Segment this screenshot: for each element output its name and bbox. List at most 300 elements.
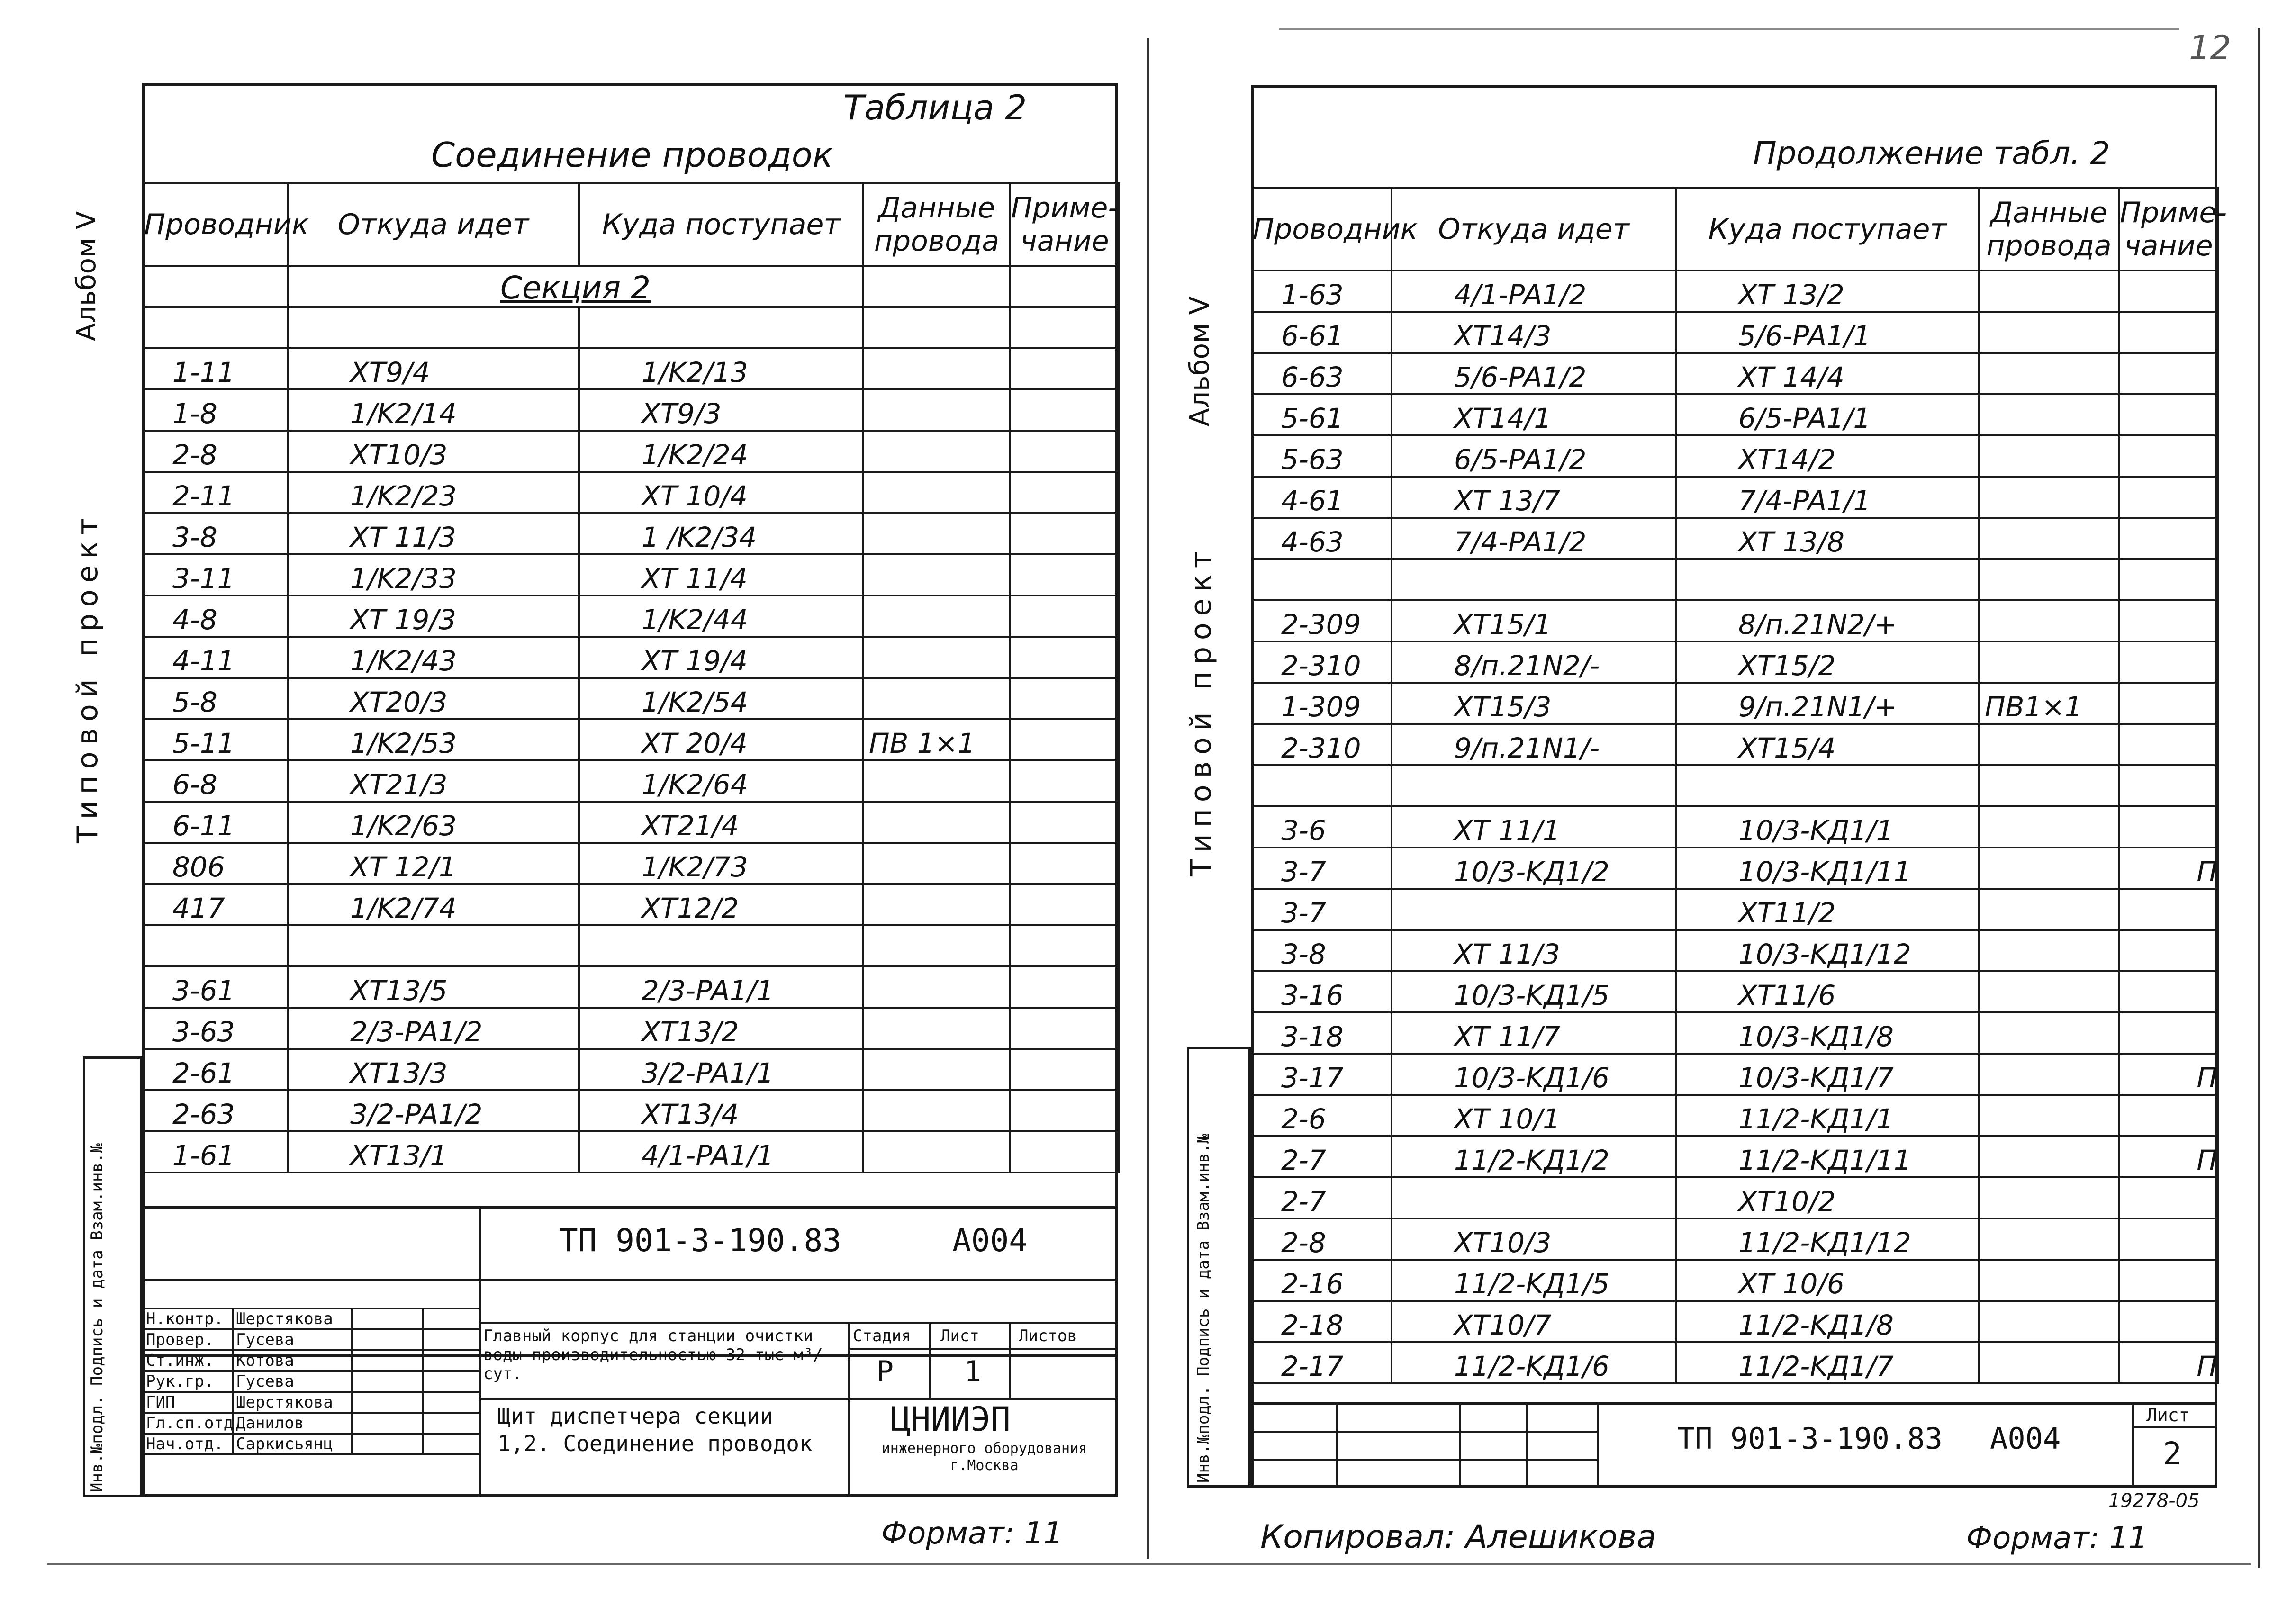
cell-conductor: 3-6 xyxy=(1252,806,1392,848)
right-tb-sheet-label: Лист xyxy=(2146,1405,2190,1426)
cell-to: 3/2-PA1/1 xyxy=(579,1049,863,1090)
table-row xyxy=(143,1090,1119,1131)
table-row xyxy=(1252,724,2218,765)
signature-row xyxy=(143,1350,479,1371)
cell-note xyxy=(1010,1131,1119,1173)
cell-to: 7/4-PA1/1 xyxy=(1676,477,1979,518)
cell-note: П xyxy=(2119,1054,2218,1095)
cell-from: XT 11/1 xyxy=(1392,806,1676,848)
cell-to: XT 13/8 xyxy=(1676,518,1979,559)
cell-wire-data xyxy=(863,472,1010,513)
header-from: Откуда идет xyxy=(288,183,579,266)
left-header-row xyxy=(143,183,1119,266)
cell-note xyxy=(1010,884,1119,925)
cell-conductor xyxy=(1252,765,1392,806)
cell-wire-data xyxy=(1979,1218,2119,1260)
cell-conductor: 2-7 xyxy=(1252,1136,1392,1177)
signature-date xyxy=(423,1413,479,1434)
cell-from: XT14/1 xyxy=(1392,394,1676,435)
table-row xyxy=(143,1049,1119,1090)
table-row xyxy=(143,719,1119,760)
bottom-edge-line xyxy=(47,1563,2251,1565)
cell-from: 5/6-PA1/2 xyxy=(1392,353,1676,394)
cell-note xyxy=(1010,925,1119,966)
cell-from: 11/2-KД1/2 xyxy=(1392,1136,1676,1177)
table-row xyxy=(143,1131,1119,1173)
cell-from: 2/3-PA1/2 xyxy=(288,1008,579,1049)
cell-to: 1/K2/44 xyxy=(579,595,863,637)
cell-wire-data xyxy=(1979,765,2119,806)
left-connections-table xyxy=(142,182,1120,1173)
left-tb-sheet-label: Лист xyxy=(940,1326,979,1345)
left-tb-stage-vline xyxy=(929,1322,931,1398)
cell-wire-data xyxy=(863,637,1010,678)
left-tb-object-title: Главный корпус для станции очистки воды производительностью 32 тыс м³/сут. xyxy=(483,1326,823,1383)
cell-to xyxy=(1676,559,1979,600)
signature-row xyxy=(143,1329,479,1350)
cell-note xyxy=(1010,966,1119,1008)
cell-to: XT21/4 xyxy=(579,802,863,843)
cell-conductor: 2-16 xyxy=(1252,1260,1392,1301)
left-side-album: Альбом V xyxy=(71,211,102,341)
cell-conductor: 3-7 xyxy=(1252,848,1392,889)
cell-to: XT13/4 xyxy=(579,1090,863,1131)
signature-role: ГИП xyxy=(143,1392,233,1413)
cell-wire-data xyxy=(863,966,1010,1008)
table-row xyxy=(143,513,1119,554)
cell-conductor: 806 xyxy=(143,843,288,884)
left-tb-org-sub: инженерного оборудования г.Москва xyxy=(881,1440,1087,1474)
cell-wire-data xyxy=(1979,930,2119,971)
cell-wire-data xyxy=(1979,889,2119,930)
cell-wire-data xyxy=(863,431,1010,472)
header-wire-data: Данные провода xyxy=(863,183,1010,266)
cell-wire-data xyxy=(1979,518,2119,559)
cell-from: 8/п.21N2/- xyxy=(1392,641,1676,683)
cell-conductor: 3-7 xyxy=(1252,889,1392,930)
section-row xyxy=(143,266,1119,307)
cell-conductor: 2-17 xyxy=(1252,1342,1392,1383)
cell-to: XT15/4 xyxy=(1676,724,1979,765)
cell-note xyxy=(1010,348,1119,389)
cell-conductor: 4-11 xyxy=(143,637,288,678)
cell-wire-data xyxy=(863,1131,1010,1173)
table-row xyxy=(143,843,1119,884)
right-stamp-strip-text: Инв.№подл. Подпись и дата Взам.инв.№ xyxy=(1194,1134,1213,1483)
cell-note xyxy=(1010,513,1119,554)
left-side-project: Типовой проект xyxy=(71,512,104,843)
cell-from: XT 11/3 xyxy=(288,513,579,554)
cell-to: XT 13/2 xyxy=(1676,271,1979,312)
left-tb-hline-3 xyxy=(479,1322,1118,1324)
left-tb-org-name: ЦНИИЭП xyxy=(891,1400,1011,1439)
cell-from: 1/K2/74 xyxy=(288,884,579,925)
cell-note xyxy=(2119,271,2218,312)
table-row xyxy=(1252,683,2218,724)
table-row xyxy=(143,472,1119,513)
signature-mark xyxy=(352,1329,423,1350)
cell-to: 1/K2/13 xyxy=(579,348,863,389)
cell-note xyxy=(2119,559,2218,600)
signature-name: Шерстякова xyxy=(233,1392,352,1413)
cell-conductor: 6-11 xyxy=(143,802,288,843)
table-row xyxy=(1252,559,2218,600)
right-tb-vline-b xyxy=(1459,1402,1461,1488)
cell-wire-data xyxy=(1979,1260,2119,1301)
cell-conductor: 3-61 xyxy=(143,966,288,1008)
cell-conductor: 4-61 xyxy=(1252,477,1392,518)
right-tb-code: ТП 901-3-190.83 xyxy=(1677,1421,1943,1456)
table-row xyxy=(143,431,1119,472)
cell-wire-data xyxy=(863,678,1010,719)
cell-from xyxy=(1392,559,1676,600)
table-row xyxy=(143,760,1119,802)
cell-note xyxy=(1010,1090,1119,1131)
cell-wire-data xyxy=(1979,312,2119,353)
cell-from: 10/3-KД1/2 xyxy=(1392,848,1676,889)
right-side-project: Типовой проект xyxy=(1184,545,1218,876)
signature-name: Гусева xyxy=(233,1371,352,1392)
table-row xyxy=(143,554,1119,595)
left-signatures-table xyxy=(142,1308,480,1455)
right-archive-no: 19278-05 xyxy=(2108,1490,2200,1512)
left-tb-sheet-title: Щит диспетчера секции 1,2. Соединение проводок xyxy=(497,1403,813,1456)
cell-conductor: 2-7 xyxy=(1252,1177,1392,1218)
cell-note xyxy=(2119,641,2218,683)
cell-wire-data xyxy=(1979,559,2119,600)
cell-to: XT 14/4 xyxy=(1676,353,1979,394)
signature-row xyxy=(143,1371,479,1392)
cell-note xyxy=(2119,600,2218,641)
cell-to: XT 20/4 xyxy=(579,719,863,760)
table-row xyxy=(1252,971,2218,1012)
cell-wire-data xyxy=(1979,1177,2119,1218)
cell-to: XT9/3 xyxy=(579,389,863,431)
cell-to: 4/1-PA1/1 xyxy=(579,1131,863,1173)
cell-to: XT 10/6 xyxy=(1676,1260,1979,1301)
cell-note xyxy=(2119,683,2218,724)
cell-from xyxy=(1392,765,1676,806)
cell-from: XT21/3 xyxy=(288,760,579,802)
right-header-row xyxy=(1252,188,2218,271)
signature-role: Нач.отд. xyxy=(143,1434,233,1454)
cell-from: 1/K2/63 xyxy=(288,802,579,843)
signature-mark xyxy=(352,1308,423,1329)
left-tb-code: ТП 901-3-190.83 xyxy=(559,1222,842,1259)
cell-wire-data xyxy=(1979,724,2119,765)
cell-to: XT12/2 xyxy=(579,884,863,925)
cell-conductor: 3-8 xyxy=(1252,930,1392,971)
table-row xyxy=(1252,435,2218,477)
cell-to: 11/2-KД1/11 xyxy=(1676,1136,1979,1177)
r-header-wire-data: Данные провода xyxy=(1979,188,2119,271)
table-row xyxy=(1252,848,2218,889)
cell-conductor: 2-11 xyxy=(143,472,288,513)
cell-from: 3/2-PA1/2 xyxy=(288,1090,579,1131)
cell-from: 1/K2/43 xyxy=(288,637,579,678)
cell-from: XT 10/1 xyxy=(1392,1095,1676,1136)
header-note: Приме-чание xyxy=(1010,183,1119,266)
cell-wire-data xyxy=(1979,1054,2119,1095)
cell-wire-data xyxy=(863,1049,1010,1090)
cell-conductor: 1-63 xyxy=(1252,271,1392,312)
signature-role: Провер. xyxy=(143,1329,233,1350)
table-row xyxy=(1252,477,2218,518)
cell-to: XT11/2 xyxy=(1676,889,1979,930)
signature-name: Котова xyxy=(233,1350,352,1371)
cell-note xyxy=(2119,518,2218,559)
header-to: Куда поступает xyxy=(579,183,863,266)
signature-mark xyxy=(352,1413,423,1434)
cell-note xyxy=(2119,477,2218,518)
table-row xyxy=(1252,765,2218,806)
left-tb-sheet: 1 xyxy=(964,1355,982,1388)
table-row xyxy=(1252,312,2218,353)
cell-note: П xyxy=(2119,848,2218,889)
cell-wire-data xyxy=(1979,1342,2119,1383)
cell-to: XT10/2 xyxy=(1676,1177,1979,1218)
cell-conductor: 1-61 xyxy=(143,1131,288,1173)
right-tb-vline-a xyxy=(1336,1402,1338,1488)
cell-wire-data xyxy=(1979,477,2119,518)
right-tb-hline-b xyxy=(1251,1459,1597,1461)
cell-note xyxy=(1010,1049,1119,1090)
signature-mark xyxy=(352,1371,423,1392)
cell-conductor: 3-63 xyxy=(143,1008,288,1049)
cell-wire-data xyxy=(1979,641,2119,683)
cell-note xyxy=(2119,1177,2218,1218)
cell-from: 11/2-KД1/6 xyxy=(1392,1342,1676,1383)
signature-date xyxy=(423,1350,479,1371)
top-edge-line xyxy=(1279,28,2179,30)
cell-from: XT13/1 xyxy=(288,1131,579,1173)
table-row xyxy=(143,307,1119,348)
table-row xyxy=(1252,353,2218,394)
cell-conductor: 417 xyxy=(143,884,288,925)
cell-to: 10/3-KД1/7 xyxy=(1676,1054,1979,1095)
cell-conductor: 5-63 xyxy=(1252,435,1392,477)
signature-role: Рук.гр. xyxy=(143,1371,233,1392)
cell-from: 1/K2/33 xyxy=(288,554,579,595)
cell-from: XT13/3 xyxy=(288,1049,579,1090)
cell-to: XT 11/4 xyxy=(579,554,863,595)
cell-wire-data xyxy=(863,307,1010,348)
cell-from: 9/п.21N1/- xyxy=(1392,724,1676,765)
cell-conductor: 5-61 xyxy=(1252,394,1392,435)
signature-date xyxy=(423,1308,479,1329)
table-row xyxy=(143,389,1119,431)
left-tb-sheet-vline xyxy=(1009,1322,1011,1398)
cell-to: 1/K2/64 xyxy=(579,760,863,802)
cell-wire-data xyxy=(863,513,1010,554)
cell-from: XT13/5 xyxy=(288,966,579,1008)
cell-to: 1/K2/54 xyxy=(579,678,863,719)
cell-note xyxy=(2119,394,2218,435)
signature-date xyxy=(423,1329,479,1350)
cell-to: 10/3-KД1/1 xyxy=(1676,806,1979,848)
cell-to: 11/2-KД1/7 xyxy=(1676,1342,1979,1383)
cell-wire-data xyxy=(1979,394,2119,435)
cell-from: 1/K2/53 xyxy=(288,719,579,760)
cell-note xyxy=(2119,765,2218,806)
cell-note xyxy=(2119,1218,2218,1260)
cell-conductor xyxy=(143,307,288,348)
signature-row xyxy=(143,1308,479,1329)
cell-wire-data xyxy=(863,884,1010,925)
table-row xyxy=(1252,271,2218,312)
cell-wire-data xyxy=(863,595,1010,637)
cell-from: XT 11/3 xyxy=(1392,930,1676,971)
table-row xyxy=(1252,641,2218,683)
cell-to: XT15/2 xyxy=(1676,641,1979,683)
cell-from xyxy=(288,925,579,966)
cell-conductor: 2-63 xyxy=(143,1090,288,1131)
signature-role: Ст.инж. xyxy=(143,1350,233,1371)
cell-from: XT 19/3 xyxy=(288,595,579,637)
cell-note xyxy=(2119,435,2218,477)
cell-from: 4/1-PA1/2 xyxy=(1392,271,1676,312)
cell-to: 6/5-PA1/1 xyxy=(1676,394,1979,435)
cell-to: 10/3-KД1/8 xyxy=(1676,1012,1979,1054)
signature-date xyxy=(423,1371,479,1392)
table-row xyxy=(143,884,1119,925)
cell-conductor: 6-61 xyxy=(1252,312,1392,353)
cell-from: 1/K2/23 xyxy=(288,472,579,513)
cell-from: XT 12/1 xyxy=(288,843,579,884)
cell-conductor: 2-6 xyxy=(1252,1095,1392,1136)
left-format: Формат: 11 xyxy=(881,1516,1063,1551)
cell-note xyxy=(2119,353,2218,394)
cell-note xyxy=(2119,312,2218,353)
cell-note xyxy=(2119,724,2218,765)
cell-conductor: 3-8 xyxy=(143,513,288,554)
table-row xyxy=(143,1008,1119,1049)
cell-from: XT 11/7 xyxy=(1392,1012,1676,1054)
left-stamp-strip-text: Инв.№подл. Подпись и дата Взам.инв.№ xyxy=(88,1143,107,1492)
cell-to: XT11/6 xyxy=(1676,971,1979,1012)
cell-from: 10/3-KД1/6 xyxy=(1392,1054,1676,1095)
cell-note xyxy=(1010,760,1119,802)
cell-to: XT13/2 xyxy=(579,1008,863,1049)
signature-name: Гусева xyxy=(233,1329,352,1350)
cell-conductor: 2-8 xyxy=(143,431,288,472)
cell-to xyxy=(579,925,863,966)
cell-wire-data: ПВ 1×1 xyxy=(863,719,1010,760)
right-copied-by: Копировал: Алешикова xyxy=(1260,1518,1656,1556)
cell-note xyxy=(1010,307,1119,348)
cell-note xyxy=(2119,930,2218,971)
cell-from: XT10/3 xyxy=(288,431,579,472)
cell-wire-data xyxy=(863,843,1010,884)
cell-conductor: 3-11 xyxy=(143,554,288,595)
table-row xyxy=(1252,1301,2218,1342)
right-tb-hline-c xyxy=(2132,1426,2217,1428)
signature-row xyxy=(143,1413,479,1434)
cell-to: 11/2-KД1/8 xyxy=(1676,1301,1979,1342)
signature-date xyxy=(423,1392,479,1413)
left-tb-stage-label: Стадия xyxy=(853,1326,911,1345)
cell-wire-data xyxy=(863,1008,1010,1049)
left-table-label: Таблица 2 xyxy=(843,88,1027,127)
r-header-conductor: Проводник xyxy=(1252,188,1392,271)
cell-from: XT9/4 xyxy=(288,348,579,389)
cell-conductor: 5-11 xyxy=(143,719,288,760)
table-row xyxy=(1252,1012,2218,1054)
cell-note xyxy=(1010,595,1119,637)
cell-from: 10/3-KД1/5 xyxy=(1392,971,1676,1012)
left-title: Соединение проводок xyxy=(431,135,833,175)
table-row xyxy=(1252,889,2218,930)
signature-mark xyxy=(352,1434,423,1454)
cell-conductor: 1-11 xyxy=(143,348,288,389)
cell-to: 11/2-KД1/12 xyxy=(1676,1218,1979,1260)
cell-wire-data xyxy=(1979,971,2119,1012)
table-row xyxy=(1252,394,2218,435)
signature-mark xyxy=(352,1392,423,1413)
cell-conductor: 2-310 xyxy=(1252,724,1392,765)
cell-note xyxy=(2119,1012,2218,1054)
table-row xyxy=(1252,1054,2218,1095)
cell-note xyxy=(1010,472,1119,513)
r-header-note: Приме-чание xyxy=(2119,188,2218,271)
signature-role: Н.контр. xyxy=(143,1308,233,1329)
left-tb-stage-hline xyxy=(848,1348,1118,1350)
signature-mark xyxy=(352,1350,423,1371)
left-tb-hline xyxy=(142,1279,1118,1281)
cell-note xyxy=(2119,1301,2218,1342)
right-tb-sheet-code: А004 xyxy=(1990,1421,2061,1456)
cell-conductor xyxy=(1252,559,1392,600)
cell-from xyxy=(288,307,579,348)
table-row xyxy=(1252,930,2218,971)
cell-note xyxy=(1010,554,1119,595)
cell-conductor: 2-309 xyxy=(1252,600,1392,641)
cell-wire-data xyxy=(1979,600,2119,641)
cell-wire-data xyxy=(1979,806,2119,848)
right-table-label: Продолжение табл. 2 xyxy=(1753,135,2110,171)
cell-note xyxy=(1010,802,1119,843)
cell-from: 7/4-PA1/2 xyxy=(1392,518,1676,559)
cell-to: 9/п.21N1/+ xyxy=(1676,683,1979,724)
cell-wire-data xyxy=(863,925,1010,966)
section-label: Секция 2 xyxy=(288,266,863,307)
cell-from: XT15/1 xyxy=(1392,600,1676,641)
signature-name: Данилов xyxy=(233,1413,352,1434)
table-row xyxy=(1252,1260,2218,1301)
cell-to: XT 19/4 xyxy=(579,637,863,678)
table-row xyxy=(1252,1136,2218,1177)
cell-to: 11/2-KД1/1 xyxy=(1676,1095,1979,1136)
cell-from xyxy=(1392,1177,1676,1218)
cell-note xyxy=(2119,806,2218,848)
table-row xyxy=(143,348,1119,389)
cell-from: 1/K2/14 xyxy=(288,389,579,431)
cell-note: П xyxy=(2119,1136,2218,1177)
cell-note xyxy=(1010,1008,1119,1049)
table-row xyxy=(1252,600,2218,641)
cell-conductor: 1-309 xyxy=(1252,683,1392,724)
table-row xyxy=(1252,518,2218,559)
cell-conductor: 4-63 xyxy=(1252,518,1392,559)
cell-wire-data xyxy=(863,389,1010,431)
cell-to xyxy=(579,307,863,348)
signature-row xyxy=(143,1434,479,1454)
cell-to: XT14/2 xyxy=(1676,435,1979,477)
table-row xyxy=(1252,806,2218,848)
cell-wire-data xyxy=(863,348,1010,389)
right-tb-sheet: 2 xyxy=(2163,1435,2182,1472)
table-row xyxy=(1252,1095,2218,1136)
